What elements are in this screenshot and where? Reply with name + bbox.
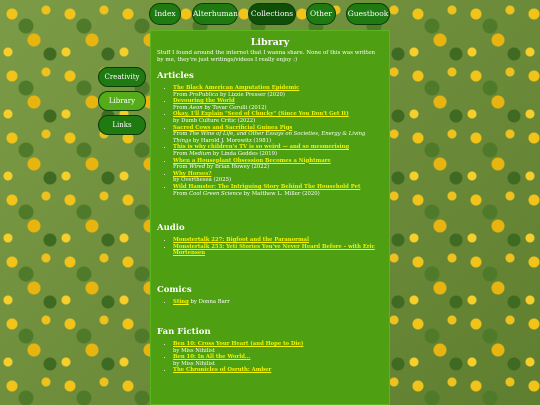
audio-heading: Audio: [157, 223, 185, 233]
list-item: [173, 171, 383, 184]
article-meta-prefix: From: [173, 150, 190, 157]
articles-section: [157, 71, 383, 223]
comic-link[interactable]: Sting: [173, 299, 189, 305]
list-item: [173, 125, 383, 145]
list-item: [173, 184, 383, 197]
list-item: [173, 354, 383, 367]
fanfiction-meta: by Miss Nihilist: [173, 360, 215, 367]
nav-index-button[interactable]: Index: [149, 3, 181, 25]
list-item: [173, 299, 383, 306]
article-source: Cool Green Science: [189, 190, 242, 197]
side-creativity-button[interactable]: Creativity: [98, 67, 146, 87]
comics-heading: Comics: [157, 285, 192, 295]
nav-collections-button[interactable]: Collections: [248, 3, 296, 25]
fanfiction-section: [157, 327, 383, 374]
article-meta-prefix: From: [173, 164, 190, 171]
list-item: [173, 244, 383, 257]
fanfiction-list: [157, 341, 383, 374]
article-link[interactable]: Why Horses?: [173, 170, 212, 177]
article-link[interactable]: This is why children's TV is so weird — and so mesmerising: [173, 144, 350, 151]
fanfiction-link[interactable]: Ben 10: In All the World...: [173, 354, 251, 361]
page-title: Library: [250, 37, 290, 48]
nav-guestbook-button[interactable]: Guestbook: [346, 3, 390, 25]
article-meta-prefix: From: [173, 190, 190, 197]
fanfiction-heading: Fan Fiction: [157, 327, 211, 337]
nav-other-button[interactable]: Other: [306, 3, 336, 25]
article-source: The Wine of Life, and Other Essays on Societies, Energy & Living Things: [173, 131, 366, 144]
audio-section: [157, 223, 383, 285]
list-item: [173, 144, 383, 157]
article-meta-author: by Lizzie Presser (2020): [218, 91, 285, 98]
article-link[interactable]: Wild Hamster: The Intriguing Story Behind The Household Pet: [173, 183, 361, 190]
comic-meta: by Donna Barr: [188, 299, 230, 305]
list-item: [173, 237, 383, 244]
article-source: ProPublica: [189, 91, 219, 98]
main-panel: [150, 30, 390, 405]
audio-link[interactable]: Monstertalk 253: Yeti Stories You've Never Heard Before – with Eric Mortensen: [173, 243, 375, 257]
page-intro: Stuff I found around the internet that I wanna share. None of this was written by me, they're just writings/videos I really enjoy :): [157, 50, 376, 63]
article-meta-author: by Harold J. Morowitz (1981): [191, 137, 272, 144]
articles-list: [157, 85, 383, 197]
comics-section: [157, 285, 383, 327]
list-item: [173, 111, 383, 124]
side-links-button[interactable]: Links: [98, 115, 146, 135]
article-meta-author: by Linda Geddes (2019): [211, 150, 278, 157]
nav-alterhuman-button[interactable]: Alterhuman: [192, 3, 238, 25]
article-link[interactable]: Okay, I'll Explain "Seed of Chucky" (Since You Don't Get It): [173, 111, 349, 118]
side-library-button[interactable]: Library: [98, 91, 146, 111]
article-meta-author: by Overthesea (2025): [173, 177, 232, 184]
article-meta-author: by Brian Howey (2022): [205, 164, 270, 171]
fanfiction-link[interactable]: The Chronicles of Osruth: Amber: [173, 367, 272, 374]
article-meta-author: by Dumb Culture Critic (2022): [173, 117, 256, 124]
list-item: [173, 85, 383, 98]
article-link[interactable]: Sacred Cows and Sacrificial Guinea Pigs: [173, 124, 293, 131]
article-meta-author: by Matthew L. Miller (2020): [241, 190, 320, 197]
top-navigation: [0, 3, 540, 25]
audio-list: [157, 237, 383, 257]
article-meta-prefix: From: [173, 91, 190, 98]
article-source: Medium: [189, 150, 212, 157]
list-item: [173, 158, 383, 171]
list-item: [173, 98, 383, 111]
fanfiction-link[interactable]: Ben 10: Cross Your Heart (and Hope to Die): [173, 341, 304, 347]
comics-list: [157, 299, 383, 306]
articles-heading: Articles: [157, 71, 194, 81]
article-link[interactable]: Devouring the World: [173, 98, 235, 105]
article-meta-author: by Tovar Cerulli (2012): [202, 104, 267, 111]
article-link[interactable]: The Black American Amputation Epidemic: [173, 85, 300, 91]
article-link[interactable]: When a Houseplant Obsession Becomes a Nightmare: [173, 157, 331, 164]
article-meta-prefix: From: [173, 131, 190, 138]
list-item: [173, 341, 383, 354]
list-item: [173, 367, 383, 374]
fanfiction-meta: by Miss Nihilist: [173, 347, 215, 354]
article-meta-prefix: From: [173, 104, 190, 111]
article-source: Aeon: [189, 104, 203, 111]
audio-link[interactable]: Monstertalk 227: Bigfoot and the Paranormal: [173, 237, 309, 243]
article-source: Wired: [189, 164, 206, 171]
